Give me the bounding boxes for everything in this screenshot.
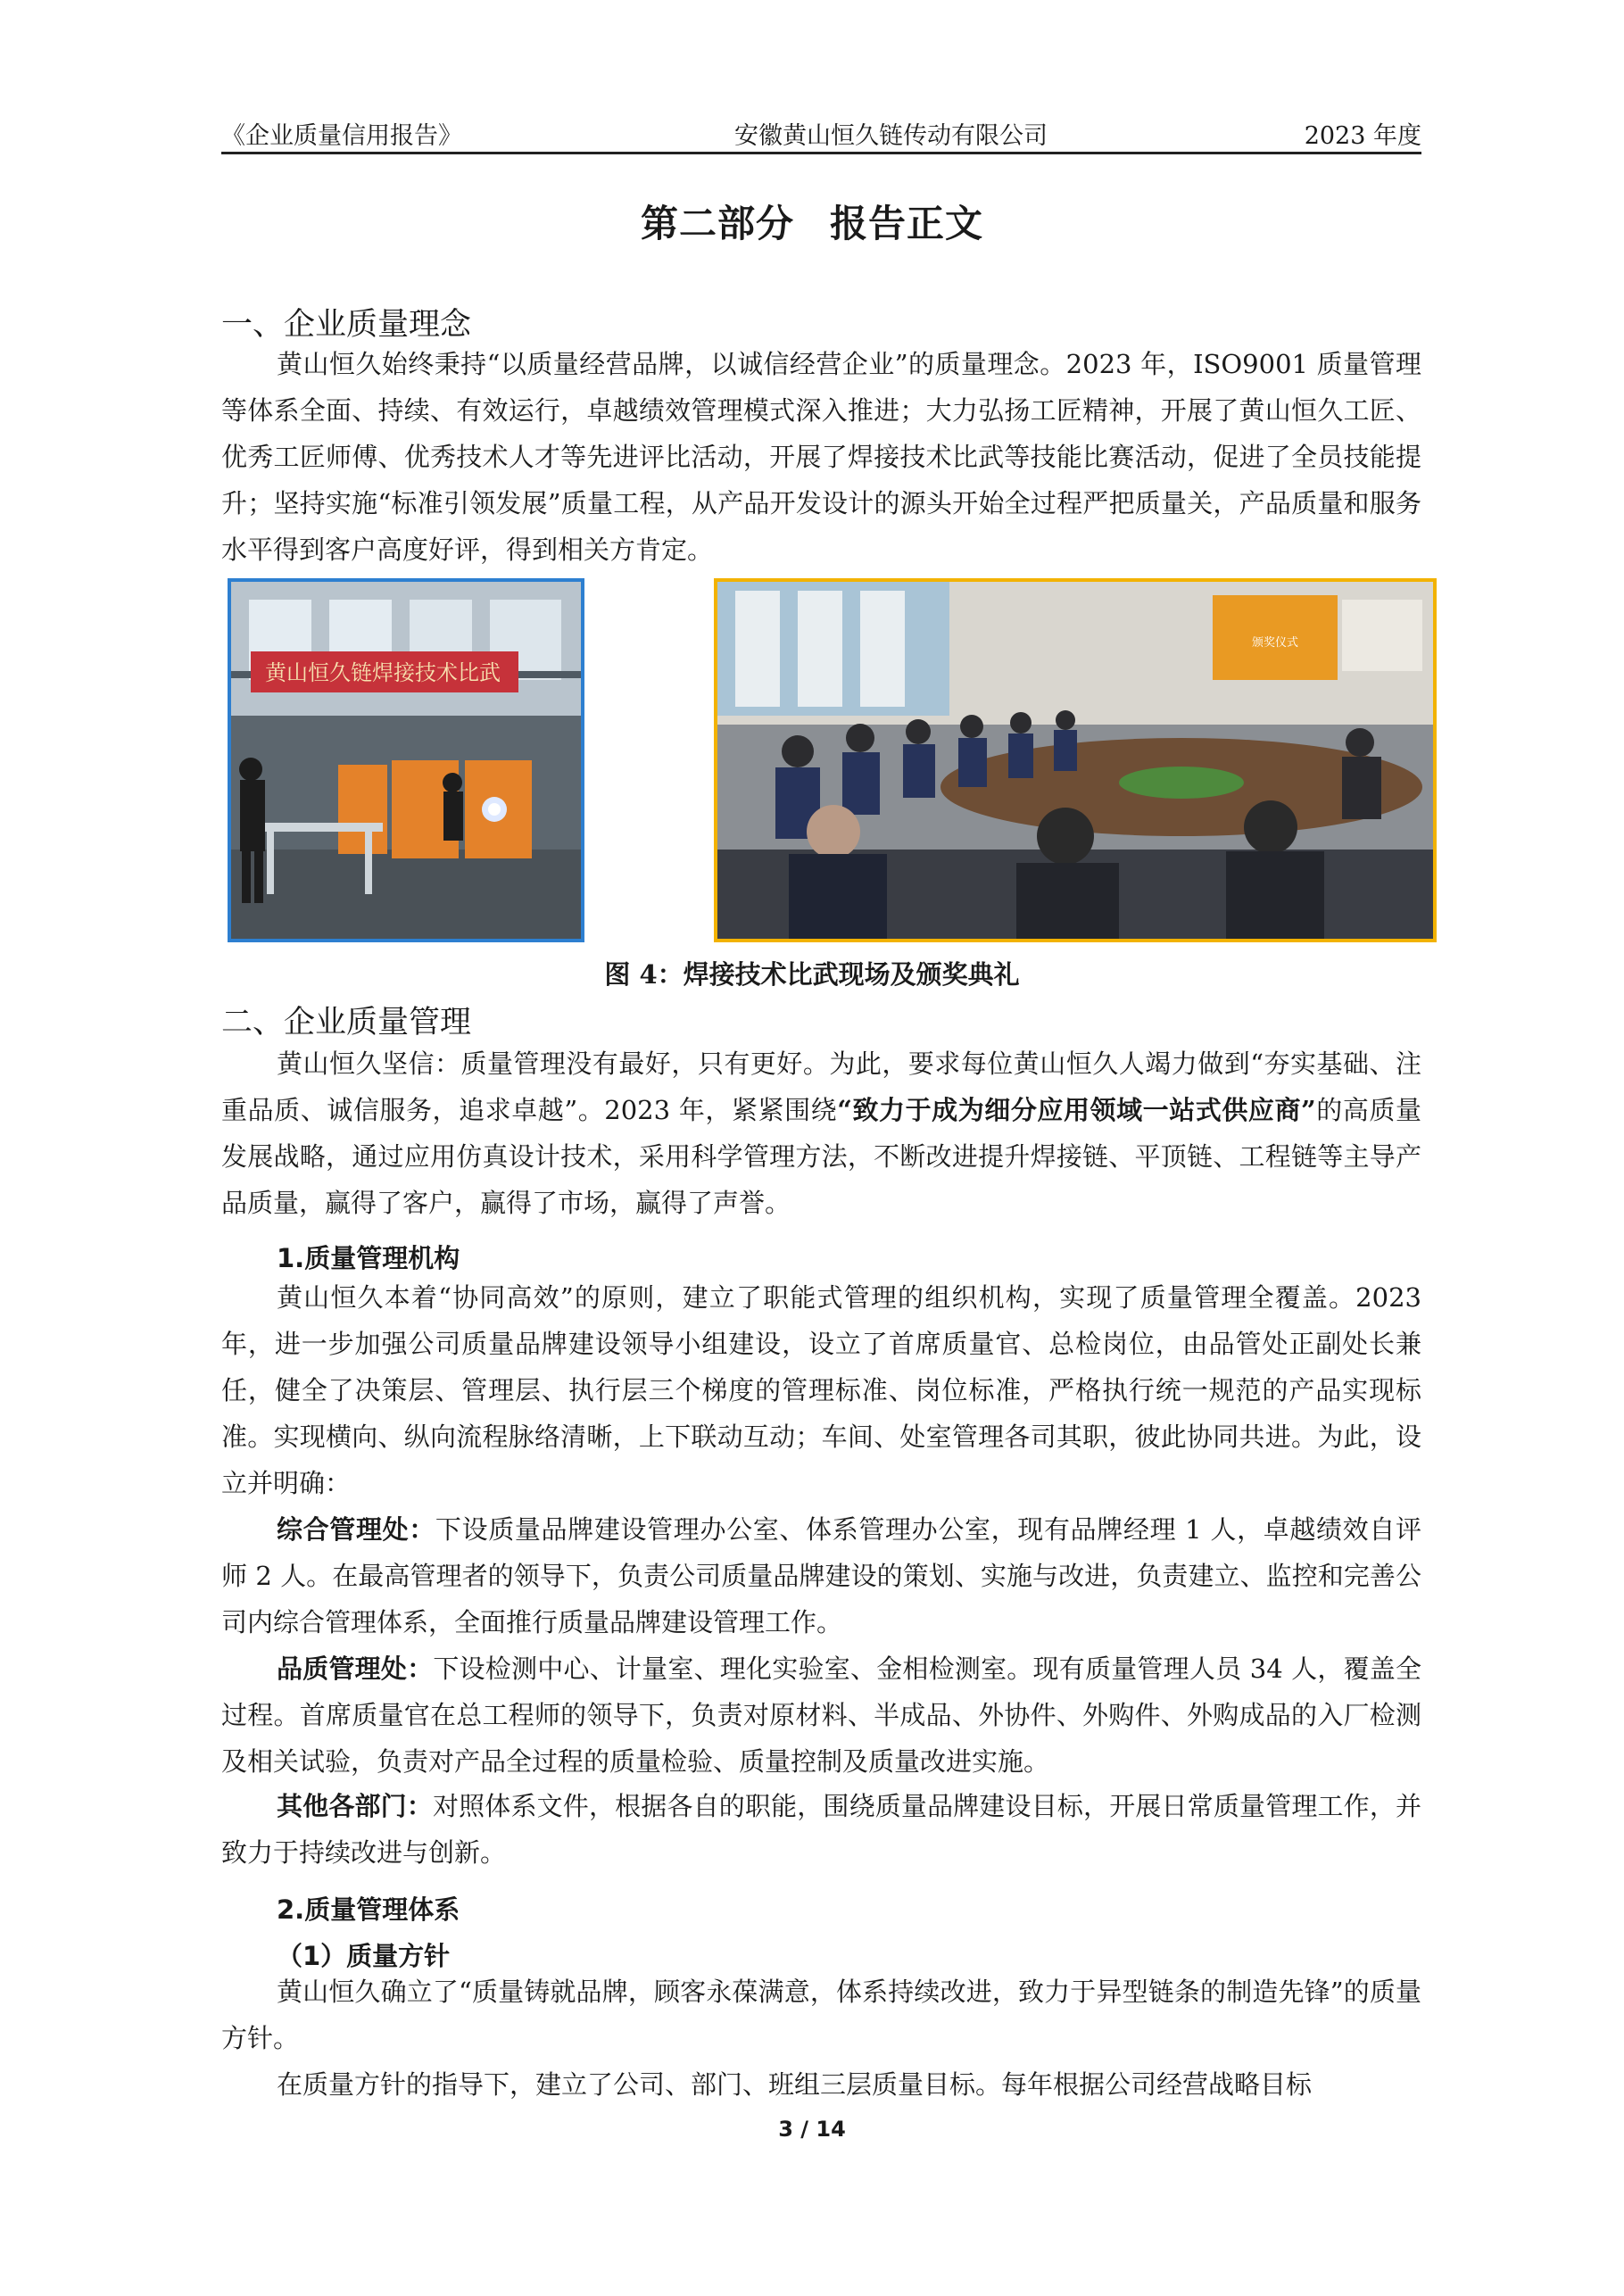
dept1-text: 下设质量品牌建设管理办公室、体系管理办公室，现有品牌经理 1 人，卓越绩效自评师 2 人。在最高管理者的领导下，负责公司质量品牌建设的策划、实施与改进，负责建立、监控和完善公司内综合管理体系，全面推行质量品牌建设管理工作。 — [221, 1514, 1421, 1637]
section2-heading: 二、企业质量管理 — [221, 1005, 472, 1040]
welding-competition-photo — [228, 578, 584, 942]
subsection-quality-org: 1.质量管理机构 — [277, 1243, 460, 1273]
header-year: 2023 年度 — [1304, 122, 1421, 150]
screen-text: 颁奖仪式 — [1251, 636, 1299, 650]
dept1-label: 综合管理处： — [277, 1514, 435, 1545]
header-report-title: 《企业质量信用报告》 — [221, 122, 462, 150]
award-ceremony-photo — [714, 578, 1437, 942]
dept2-text: 下设检测中心、计量室、理化实验室、金相检测室。现有质量管理人员 34 人，覆盖全过程。首席质量官在总工程师的领导下，负责对原材料、半成品、外协件、外购件、外购成品的入厂检测及相关试验，负责对产品全过程的质量检验、质量控制及质量改进实施。 — [221, 1654, 1421, 1777]
dept-others — [221, 1783, 1421, 1876]
strategy-phrase: “致力于成为细分应用领域一站式供应商” — [837, 1095, 1316, 1125]
section2-para-post: 的高质量发展战略，通过应用仿真设计技术，采用科学管理方法，不断改进提升焊接链、平顶链、工程链等主导产品质量，赢得了客户，赢得了市场，赢得了声誉。 — [221, 1095, 1421, 1218]
section2-para-pre: 黄山恒久坚信：质量管理没有最好，只有更好。为此，要求每位黄山恒久人竭力做到“夯实基础、注重品质、诚信服务，追求卓越”。2023 年，紧紧围绕 — [221, 1049, 1421, 1125]
section2-paragraph — [221, 1040, 1421, 1226]
page-number: 3 / 14 — [778, 2117, 846, 2142]
banner-text: 黄山恒久链焊接技术比武 — [265, 660, 501, 685]
figure-caption: 图 4：焊接技术比武现场及颁奖典礼 — [604, 959, 1020, 990]
section1-paragraph: 黄山恒久始终秉持“以质量经营品牌，以诚信经营企业”的质量理念。2023 年，ISO9001 质量管理等体系全面、持续、有效运行，卓越绩效管理模式深入推进；大力弘扬工匠精神，开展了黄山恒久工匠、优秀工匠师傅、优秀技术人才等先进评比活动，开展了焊接技术比武等技能比赛活动，促进了全员技能提升；坚持实施“标准引领发展”质量工程，从产品开发设计的源头开始全过程严把质量关，产品质量和服务水平得到客户高度好评，得到相关方肯定。 — [221, 349, 1421, 565]
page-title — [0, 195, 1624, 248]
title-part: 第二部分 — [640, 202, 794, 245]
dept-general-management — [221, 1506, 1421, 1645]
quality-goal-paragraph: 在质量方针的指导下，建立了公司、部门、班组三层质量目标。每年根据公司经营战略目标 — [277, 2069, 1313, 2100]
subsection-quality-system: 2.质量管理体系 — [277, 1894, 460, 1925]
page-header — [221, 114, 1421, 154]
header-company: 安徽黄山恒久链传动有限公司 — [734, 122, 1048, 150]
dept-quality-management — [221, 1645, 1421, 1785]
section1-heading: 一、企业质量理念 — [221, 307, 472, 343]
subsection-quality-policy: （1）质量方针 — [277, 1941, 451, 1971]
title-name: 报告正文 — [830, 202, 984, 245]
dept3-text: 对照体系文件，根据各自的职能，围绕质量品牌建设目标，开展日常质量管理工作，并致力于持续改进与创新。 — [221, 1791, 1421, 1868]
quality-org-paragraph: 黄山恒久本着“协同高效”的原则，建立了职能式管理的组织机构，实现了质量管理全覆盖。2023 年，进一步加强公司质量品牌建设领导小组建设，设立了首席质量官、总检岗位，由品管处正副处长兼任，健全了决策层、管理层、执行层三个梯度的管理标准、岗位标准，严格执行统一规范的产品实现标准。实现横向、纵向流程脉络清晰，上下联动互动；车间、处室管理各司其职，彼此协同共进。为此，设立并明确： — [221, 1282, 1421, 1498]
dept2-label: 品质管理处： — [277, 1654, 434, 1684]
dept3-label: 其他各部门： — [277, 1791, 433, 1821]
quality-policy-paragraph: 黄山恒久确立了“质量铸就品牌，顾客永葆满意，体系持续改进，致力于异型链条的制造先锋”的质量方针。 — [221, 1977, 1421, 2053]
